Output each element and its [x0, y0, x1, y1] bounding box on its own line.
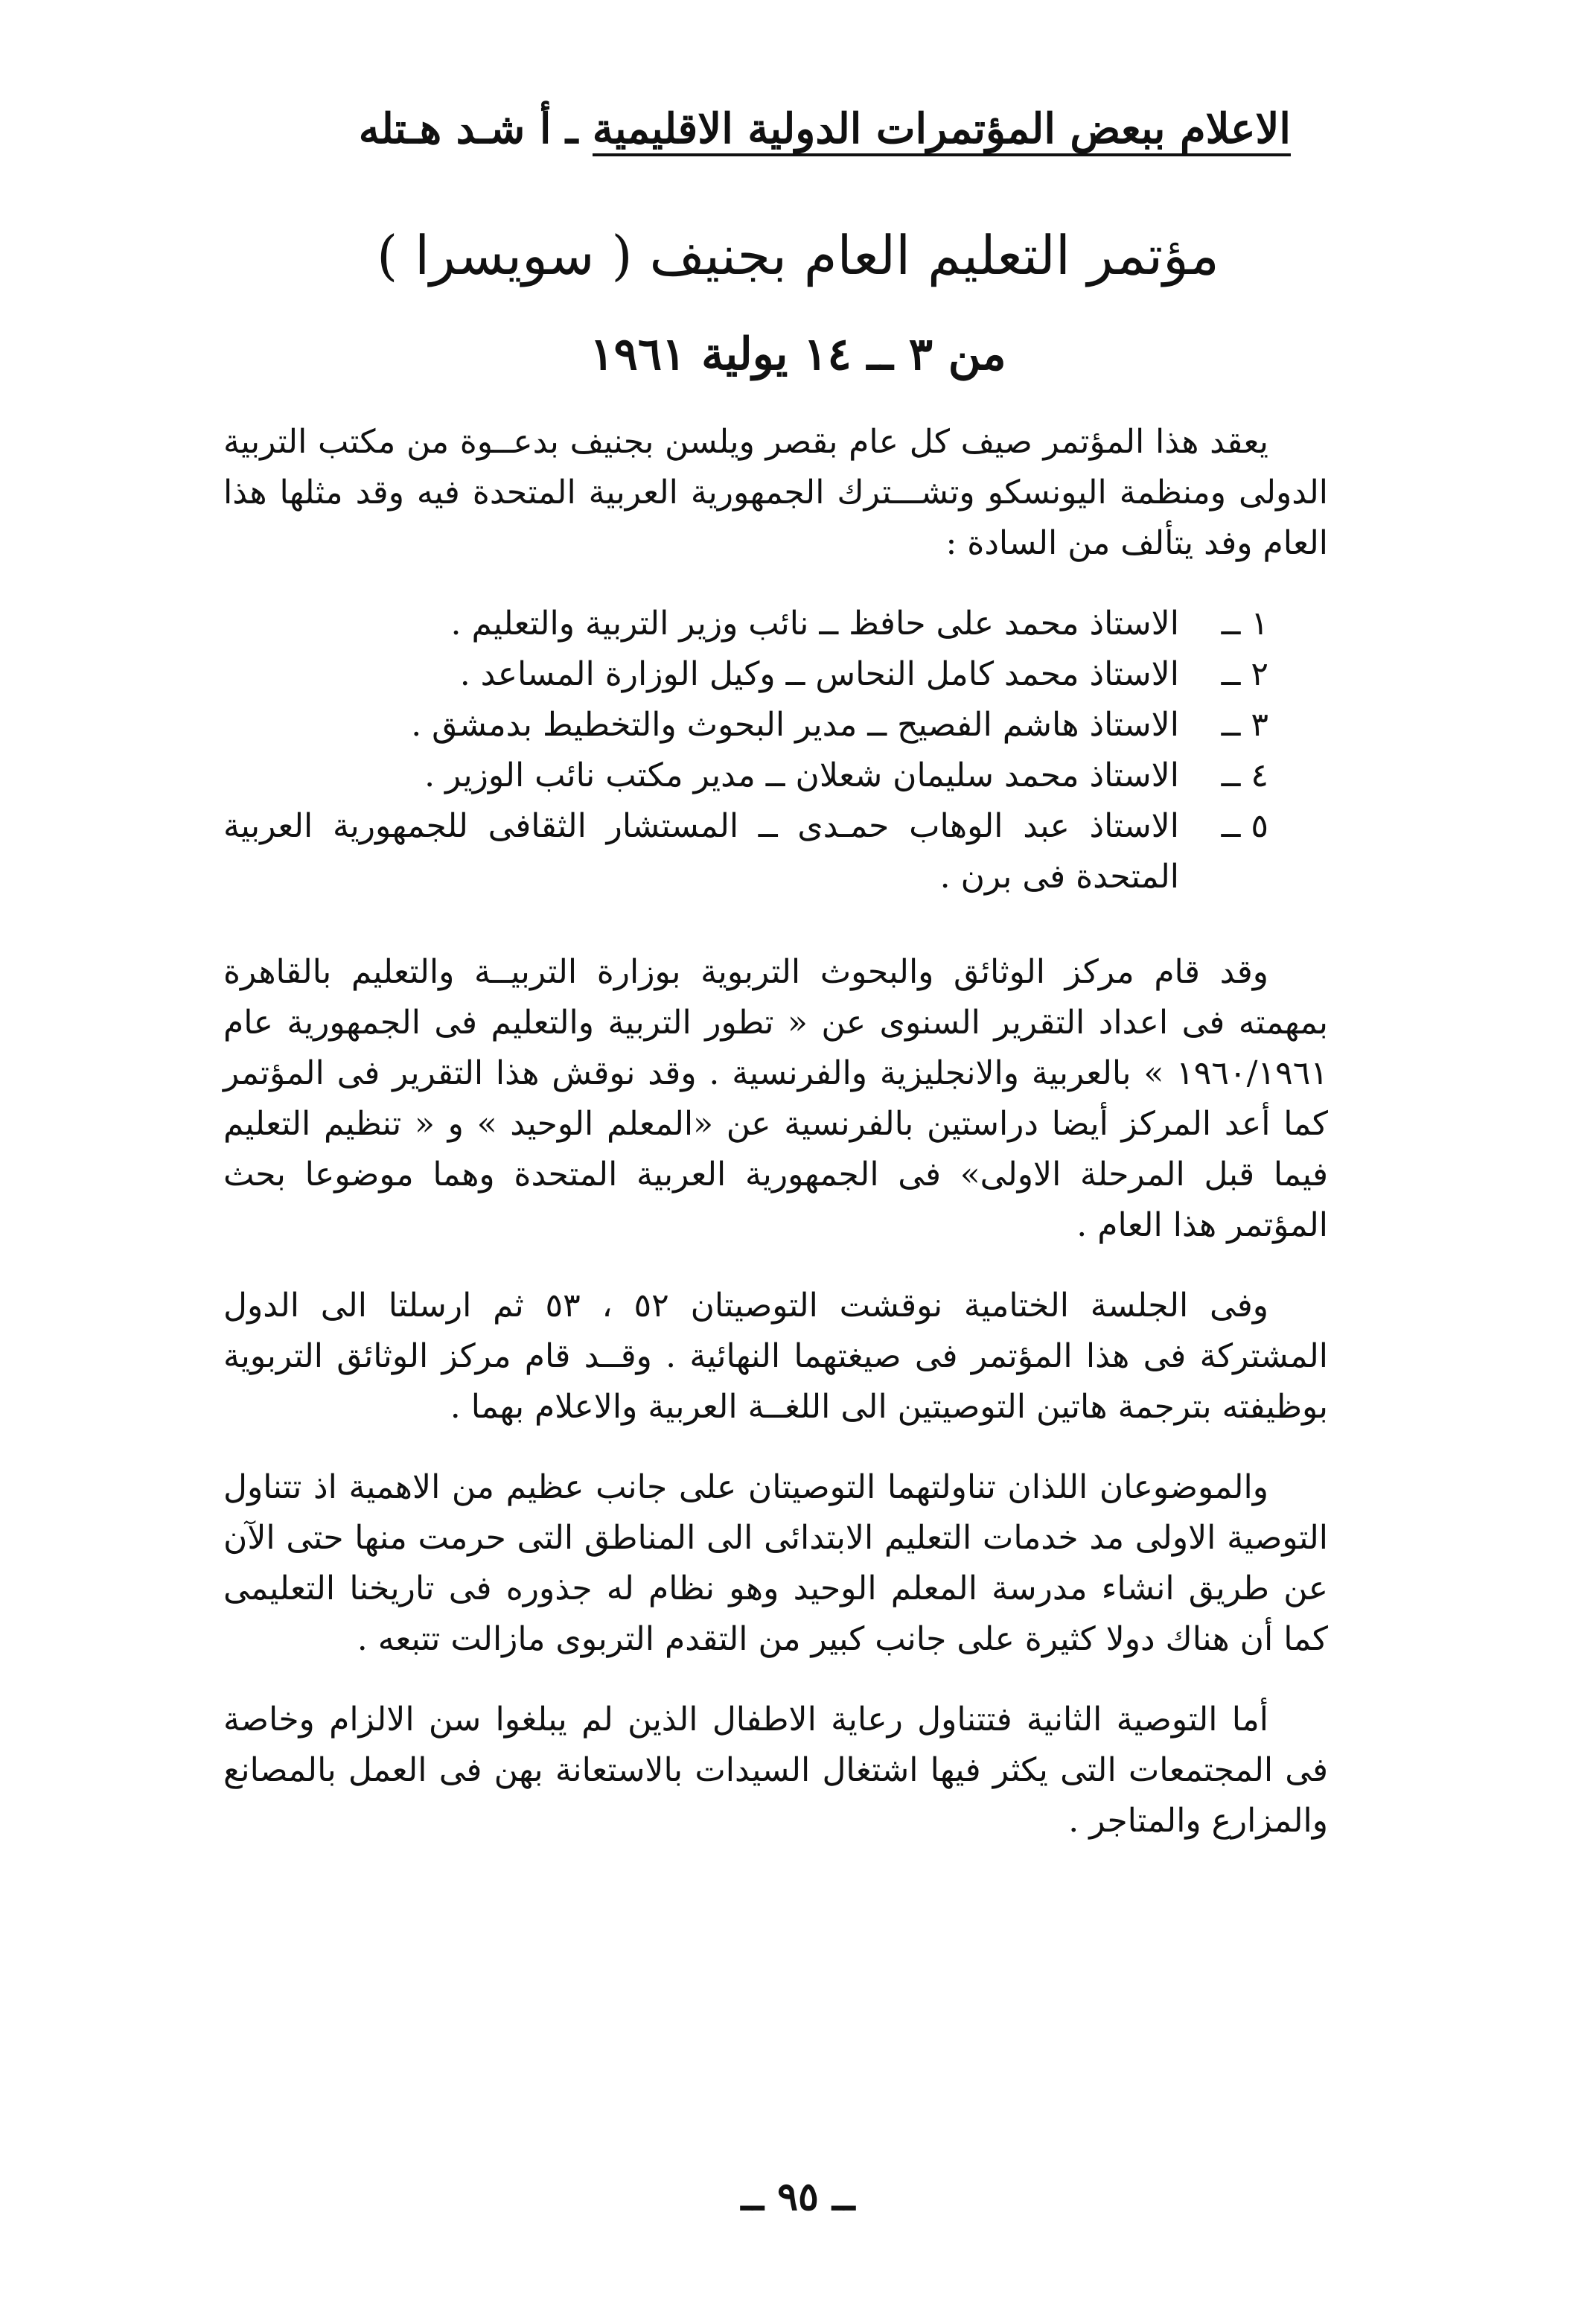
header-title: الاعلام ببعض المؤتمرات الدولية الاقليمية: [593, 104, 1291, 156]
topics-paragraph: والموضوعان اللذان تناولتهما التوصيتان على جانب عظيم من الاهمية اذ تتناول التوصية الاولى مد خدمات التعليم الابتدائى الى المناطق التى حرمت منها حتى الآن عن طريق انشاء مدرسة المعلم الوحيد وهو نظام له جذوره فى تاريخنا التعليمى كما أن هناك دولا كثيرة على جانب كبير من التقدم التربوى مازالت تتبعه .: [223, 1468, 1328, 1658]
list-item: [223, 649, 1268, 700]
conference-title: مؤتمر التعليم العام بجنيف ( سويسرا ): [377, 224, 1219, 287]
list-item-text: الاستاذ محمد على حافظ ــ نائب وزير التربية والتعليم .: [450, 605, 1179, 643]
list-item-number: ٢ ــ: [1221, 655, 1268, 693]
list-item-number: ٣ ــ: [1221, 706, 1268, 744]
list-item-number: ٥ ــ: [1221, 807, 1268, 845]
list-item-text: الاستاذ عبد الوهاب حمـدى ــ المستشار الثقافى للجمهورية العربية المتحدة فى برن .: [223, 807, 1179, 896]
intro-paragraph: يعقد هذا المؤتمر صيف كل عام بقصر ويلسن بجنيف بدعــوة من مكتب التربية الدولى ومنظمة اليونسكو وتشـــترك الجمهورية العربية المتحدة فيه وقد مثلها هذا العام وفد يتألف من السادة :: [223, 423, 1328, 562]
list-item-number: ١ ــ: [1221, 605, 1268, 643]
list-item-text: الاستاذ محمد سليمان شعلان ــ مدير مكتب نائب الوزير .: [424, 756, 1179, 794]
list-item: [223, 751, 1268, 801]
list-item: [223, 700, 1268, 751]
list-item-number: ٤ ــ: [1221, 756, 1268, 794]
list-item: [223, 801, 1268, 902]
page-number: ــ ٩٥ ــ: [741, 2174, 855, 2219]
second-recommendation-paragraph: أما التوصية الثانية فتتناول رعاية الاطفال الذين لم يبلغوا سن الالزام وخاصة فى المجتمعات التى يكثر فيها اشتغال السيدات بالاستعانة بهن فى العمل بالمصانع والمزارع والمتاجر .: [223, 1701, 1328, 1840]
conference-dates: من ٣ ــ ١٤ يولية ١٩٦١: [590, 328, 1006, 380]
delegation-list: [223, 599, 1328, 902]
list-item-text: الاستاذ محمد كامل النحاس ــ وكيل الوزارة المساعد .: [459, 655, 1179, 693]
recommendations-paragraph: وفى الجلسة الختامية نوقشت التوصيتان ٥٢ ، ٥٣ ثم ارسلتا الى الدول المشتركة فى هذا المؤتمر فى صيغتهما النهائية . وقــد قام مركز الوثائق التربوية بوظيفته بترجمة هاتين التوصيتين الى اللغــة العربية والاعلام بهما .: [223, 1287, 1328, 1426]
header-handwritten-note: ـ أ شـد هـتله: [358, 104, 578, 153]
page-header: [219, 104, 1291, 162]
report-paragraph: وقد قام مركز الوثائق والبحوث التربوية بوزارة التربيــة والتعليم بالقاهرة بمهمته فى اعداد التقرير السنوى عن « تطور التربية والتعليم فى الجمهورية عام ١٩٦٠/١٩٦١ » بالعربية والانجليزية والفرنسية . وقد نوقش هذا التقرير فى المؤتمر كما أعد المركز أيضا دراستين بالفرنسية عن «المعلم الوحيد » و « تنظيم التعليم فيما قبل المرحلة الاولى» فى الجمهورية العربية المتحدة وهما موضوعا بحث المؤتمر هذا العام .: [223, 953, 1328, 1244]
list-item-text: الاستاذ هاشم الفصيح ــ مدير البحوث والتخطيط بدمشق .: [411, 706, 1179, 744]
list-item: [223, 599, 1268, 649]
document-body: [223, 417, 1328, 1876]
